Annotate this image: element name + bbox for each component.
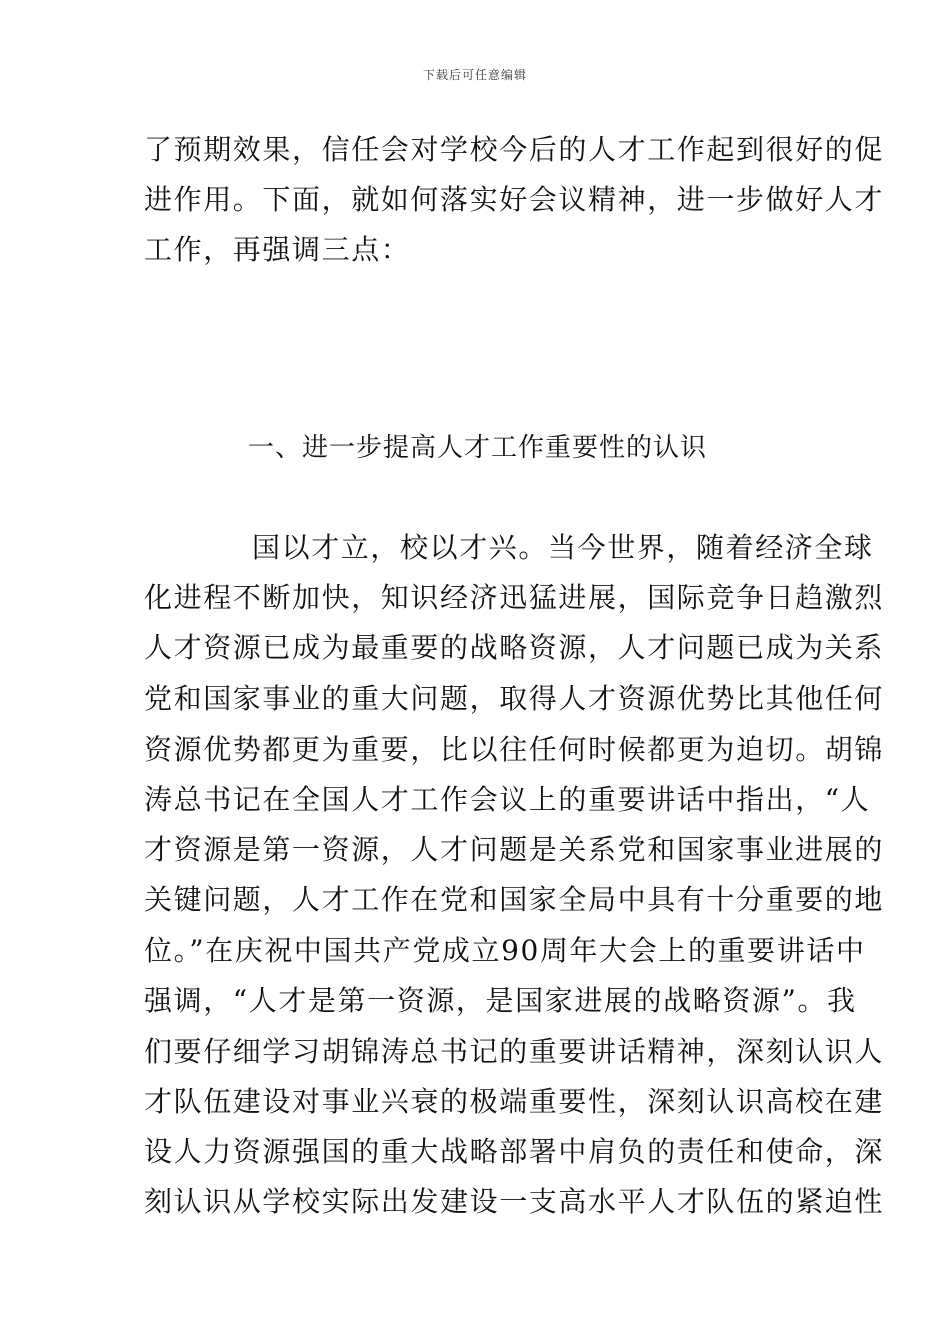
page-header-note: 下载后可任意编辑 <box>422 68 527 82</box>
body-line-8: 关键问题，人才工作在党和国家全局中具有十分重要的地 <box>144 883 885 916</box>
body-line-14: 刻认识从学校实际出发建设一支高水平人才队伍的紧迫性 <box>144 1185 885 1218</box>
body-line-12: 才队伍建设对事业兴衰的极端重要性，深刻认识高校在建 <box>144 1085 885 1118</box>
section-heading: 一、进一步提高人才工作重要性的认识 <box>248 433 708 463</box>
intro-line-1: 了预期效果，信任会对学校今后的人才工作起到很好的促 <box>144 133 885 166</box>
body-line-4: 党和国家事业的重大问题，取得人才资源优势比其他任何 <box>144 682 885 715</box>
intro-line-2: 进作用。下面，就如何落实好会议精神，进一步做好人才 <box>144 183 885 216</box>
body-line-1: 国以才立，校以才兴。当今世界，随着经济全球 <box>252 531 874 564</box>
body-line-10: 强调，“人才是第一资源，是国家进展的战略资源”。我 <box>144 984 857 1017</box>
body-line-2: 化进程不断加快，知识经济迅猛进展，国际竞争日趋激烈 <box>144 581 885 614</box>
body-line-5: 资源优势都更为重要，比以往任何时候都更为迫切。胡锦 <box>144 733 885 766</box>
body-line-11: 们要仔细学习胡锦涛总书记的重要讲话精神，深刻认识人 <box>144 1035 885 1068</box>
intro-line-3: 工作，再强调三点： <box>144 233 411 266</box>
body-line-9: 位。”在庆祝中国共产党成立90周年大会上的重要讲话中 <box>144 934 866 967</box>
body-line-3: 人才资源已成为最重要的战略资源，人才问题已成为关系 <box>144 631 885 664</box>
body-line-6: 涛总书记在全国人才工作会议上的重要讲话中指出，“人 <box>144 783 871 816</box>
body-line-7: 才资源是第一资源，人才问题是关系党和国家事业进展的 <box>144 833 885 866</box>
body-line-13: 设人力资源强国的重大战略部署中肩负的责任和使命，深 <box>144 1135 885 1168</box>
